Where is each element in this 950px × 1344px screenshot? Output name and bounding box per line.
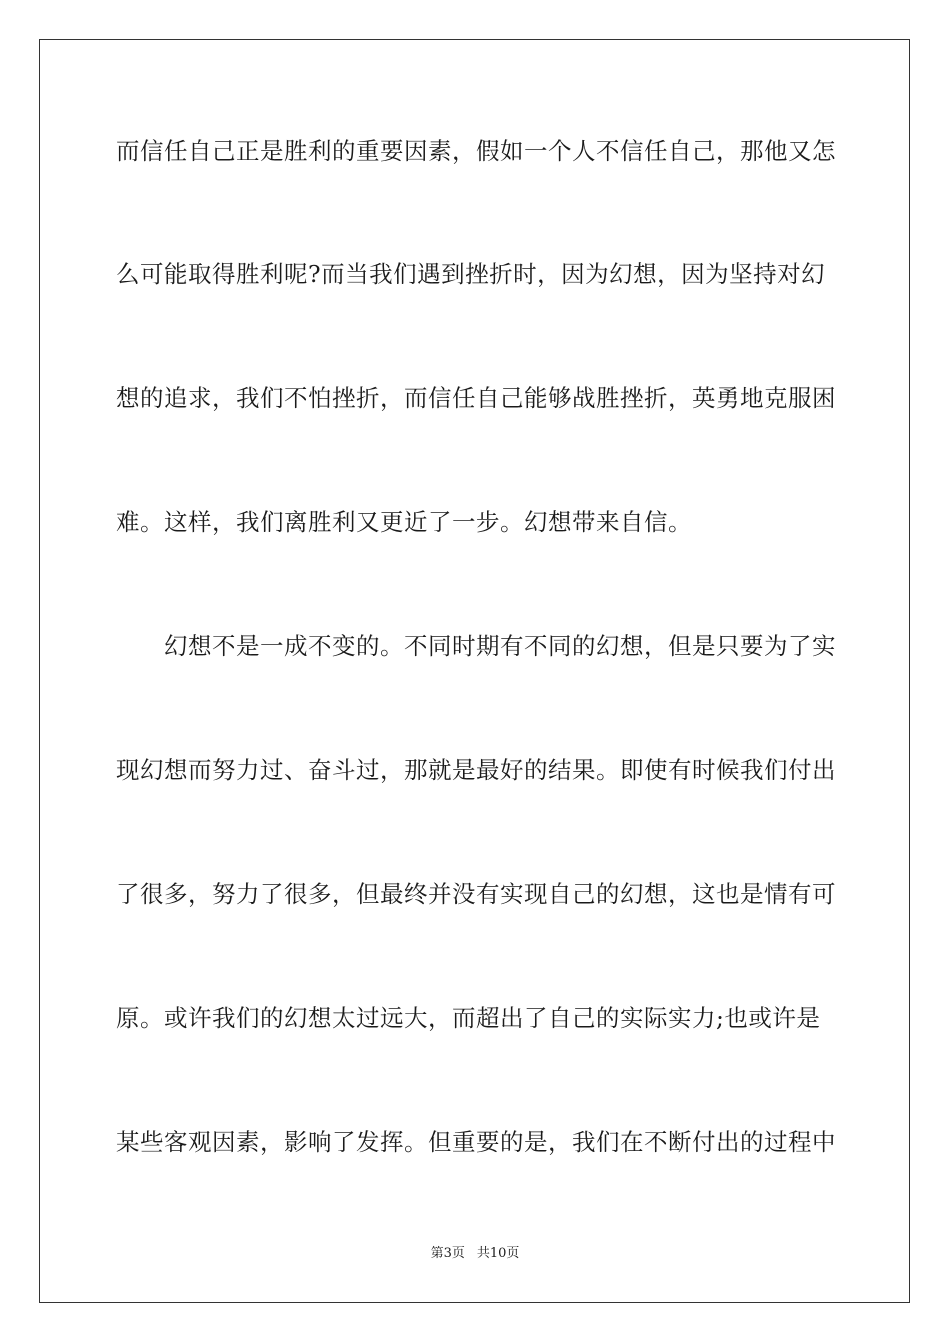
text-line: 么可能取得胜利呢?而当我们遇到挫折时，因为幻想，因为坚持对幻	[116, 260, 826, 288]
text-line: 某些客观因素，影响了发挥。但重要的是，我们在不断付出的过程中	[116, 1128, 836, 1156]
page-footer	[0, 1244, 950, 1264]
page-number: 第3页	[430, 1246, 465, 1261]
page-total: 共10页	[476, 1246, 520, 1261]
text-line: 难。这样，我们离胜利又更近了一步。幻想带来自信。	[116, 508, 692, 536]
text-line: 原。或许我们的幻想太过远大，而超出了自己的实际实力;也或许是	[116, 1004, 821, 1032]
text-line: 想的追求，我们不怕挫折，而信任自己能够战胜挫折，英勇地克服困	[116, 384, 836, 412]
text-line: 现幻想而努力过、奋斗过，那就是最好的结果。即使有时候我们付出	[116, 756, 836, 784]
paragraph-first-line: 幻想不是一成不变的。不同时期有不同的幻想，但是只要为了实	[164, 632, 836, 660]
text-line: 而信任自己正是胜利的重要因素，假如一个人不信任自己，那他又怎	[116, 137, 836, 165]
text-line: 了很多，努力了很多，但最终并没有实现自己的幻想，这也是情有可	[116, 880, 836, 908]
page-border	[39, 39, 910, 1303]
